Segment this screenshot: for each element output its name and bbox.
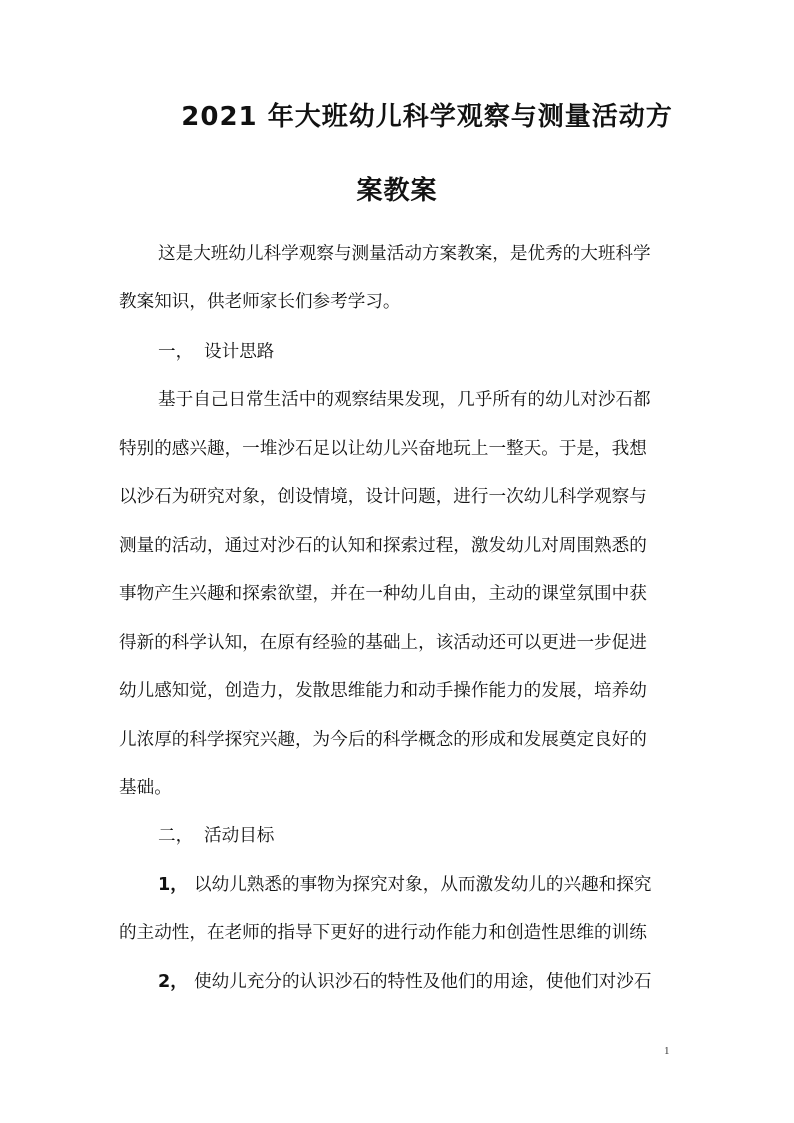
intro-line-2: 教案知识，供老师家长们参考学习。 [119,292,401,312]
design-paragraph-line: 儿浓厚的科学探究兴趣，为今后的科学概念的形成和发展奠定良好的 [119,730,647,750]
section-number: 一， [158,342,194,362]
design-paragraph-line: 得新的科学认知，在原有经验的基础上，该活动还可以更进一步促进 [119,633,647,653]
design-paragraph-line: 测量的活动，通过对沙石的认知和探索过程，激发幼儿对周围熟悉的 [119,536,647,556]
intro-line-1: 这是大班幼儿科学观察与测量活动方案教案，是优秀的大班科学 [158,244,651,264]
page-number: 1 [664,1045,670,1057]
design-paragraph-line: 特别的感兴趣，一堆沙石足以让幼儿兴奋地玩上一整天。于是，我想 [119,439,647,459]
design-paragraph-line: 基于自己日常生活中的观察结果发现，几乎所有的幼儿对沙石都 [158,390,651,410]
design-paragraph-line: 以沙石为研究对象，创设情境，设计问题，进行一次幼儿科学观察与 [119,487,647,507]
section-heading-design [158,340,675,364]
goal-item-continuation: 的主动性，在老师的指导下更好的进行动作能力和创造性思维的训练 [119,923,647,943]
section-title: 活动目标 [204,826,275,846]
section-title: 设计思路 [204,342,275,362]
document-title-line-2: 案教案 [356,176,438,206]
goal-number: 2， [158,972,188,992]
section-heading-goals [158,824,675,848]
goal-item [158,970,675,994]
design-paragraph-line: 幼儿感知觉，创造力，发散思维能力和动手操作能力的发展，培养幼 [119,681,647,701]
goal-item [158,873,675,897]
goal-text: 以幼儿熟悉的事物为探究对象，从而激发幼儿的兴趣和探究 [194,875,652,895]
goal-text: 使幼儿充分的认识沙石的特性及他们的用途，使他们对沙石 [194,972,652,992]
design-paragraph-line: 事物产生兴趣和探索欲望，并在一种幼儿自由，主动的课堂氛围中获 [119,584,647,604]
goal-number: 1， [158,875,188,895]
document-title-line-1: 2021 年大班幼儿科学观察与测量活动方 [181,102,673,132]
section-number: 二， [158,826,194,846]
design-paragraph-line: 基础。 [119,778,172,798]
